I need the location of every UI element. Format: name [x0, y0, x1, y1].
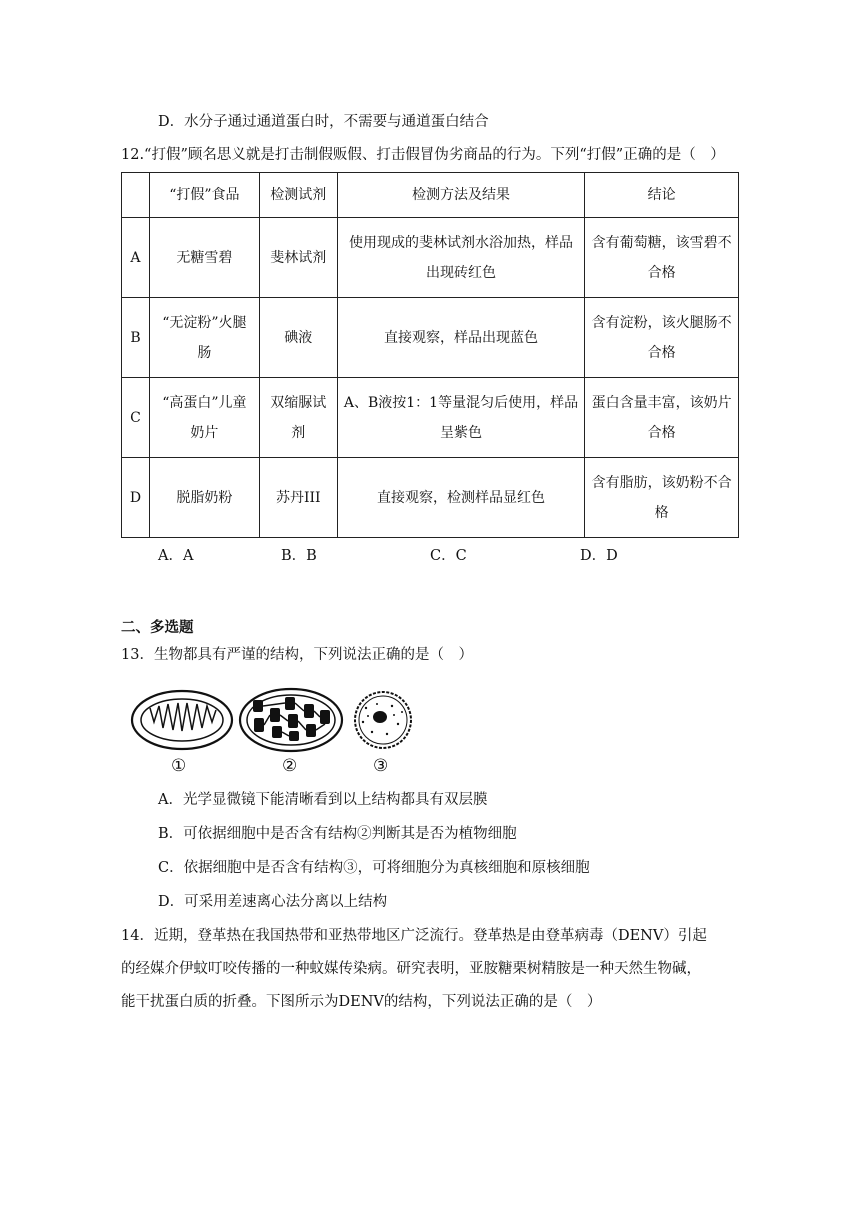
table-row — [122, 298, 739, 378]
table-header-cell: 检测方法及结果 — [337, 173, 585, 218]
q12-option-b: B．B — [281, 548, 317, 564]
section-title: 二、多选题 — [121, 620, 194, 636]
q12-option-d: D．D — [580, 548, 618, 564]
row-key: D — [122, 458, 150, 538]
table-cell: A、B液按1：1等量混匀后使用，样品呈紫色 — [337, 378, 585, 458]
figure-label-3: ③ — [373, 756, 389, 776]
table-cell: 无糖雪碧 — [149, 218, 259, 298]
chloroplast-diagram — [240, 689, 342, 751]
table-row — [122, 378, 739, 458]
q13-option-d: D．可采用差速离心法分离以上结构 — [158, 894, 388, 910]
q14-line-2: 的经媒介伊蚊叮咬传播的一种蚊媒传染病。研究表明，亚胺糖栗树精胺是一种天然生物碱， — [121, 961, 701, 977]
table-cell: 直接观察，检测样品显红色 — [337, 458, 585, 538]
q11-option-d: D．水分子通过通道蛋白时，不需要与通道蛋白结合 — [158, 114, 489, 130]
q13-stem: 13．生物都具有严谨的结构，下列说法正确的是（ ） — [121, 647, 473, 663]
table-cell: “无淀粉”火腿肠 — [149, 298, 259, 378]
table-cell: 直接观察，样品出现蓝色 — [337, 298, 585, 378]
table-cell: 含有葡萄糖，该雪碧不合格 — [585, 218, 739, 298]
q13-option-b: B．可依据细胞中是否含有结构②判断其是否为植物细胞 — [158, 826, 517, 842]
table-cell: 斐林试剂 — [259, 218, 337, 298]
table-header-cell: 检测试剂 — [259, 173, 337, 218]
row-key: A — [122, 218, 150, 298]
table-cell: 碘液 — [259, 298, 337, 378]
table-cell: 苏丹III — [259, 458, 337, 538]
row-key: B — [122, 298, 150, 378]
figure-label-1: ① — [171, 756, 187, 776]
nucleus-diagram — [355, 692, 411, 748]
table-cell: 使用现成的斐林试剂水浴加热，样品出现砖红色 — [337, 218, 585, 298]
q14-line-3: 能干扰蛋白质的折叠。下图所示为DENV的结构，下列说法正确的是（ ） — [121, 994, 602, 1010]
table-row — [122, 458, 739, 538]
q12-table — [121, 172, 739, 538]
mitochondrion-diagram — [132, 691, 232, 749]
q13-option-a: A．光学显微镜下能清晰看到以上结构都具有双层膜 — [158, 792, 488, 808]
q14-line-1: 14．近期，登革热在我国热带和亚热带地区广泛流行。登革热是由登革病毒（DENV）引起 — [121, 928, 707, 944]
table-cell: 含有脂肪，该奶粉不合格 — [585, 458, 739, 538]
q12-option-a: A．A — [158, 548, 194, 564]
q12-option-c: C．C — [430, 548, 467, 564]
table-header-cell — [122, 173, 150, 218]
table-row — [122, 218, 739, 298]
table-header-cell: “打假”食品 — [149, 173, 259, 218]
row-key: C — [122, 378, 150, 458]
q12-stem: 12.“打假”顾名思义就是打击制假贩假、打击假冒伪劣商品的行为。下列“打假”正确的是（ ） — [121, 147, 725, 163]
table-header-cell: 结论 — [585, 173, 739, 218]
table-cell: 脱脂奶粉 — [149, 458, 259, 538]
q13-option-c: C．依据细胞中是否含有结构③，可将细胞分为真核细胞和原核细胞 — [158, 860, 590, 876]
figure-label-2: ② — [282, 756, 298, 776]
table-cell: “高蛋白”儿童奶片 — [149, 378, 259, 458]
table-cell: 蛋白含量丰富，该奶片合格 — [585, 378, 739, 458]
table-header-row — [122, 173, 739, 218]
table-cell: 双缩脲试剂 — [259, 378, 337, 458]
table-cell: 含有淀粉，该火腿肠不合格 — [585, 298, 739, 378]
